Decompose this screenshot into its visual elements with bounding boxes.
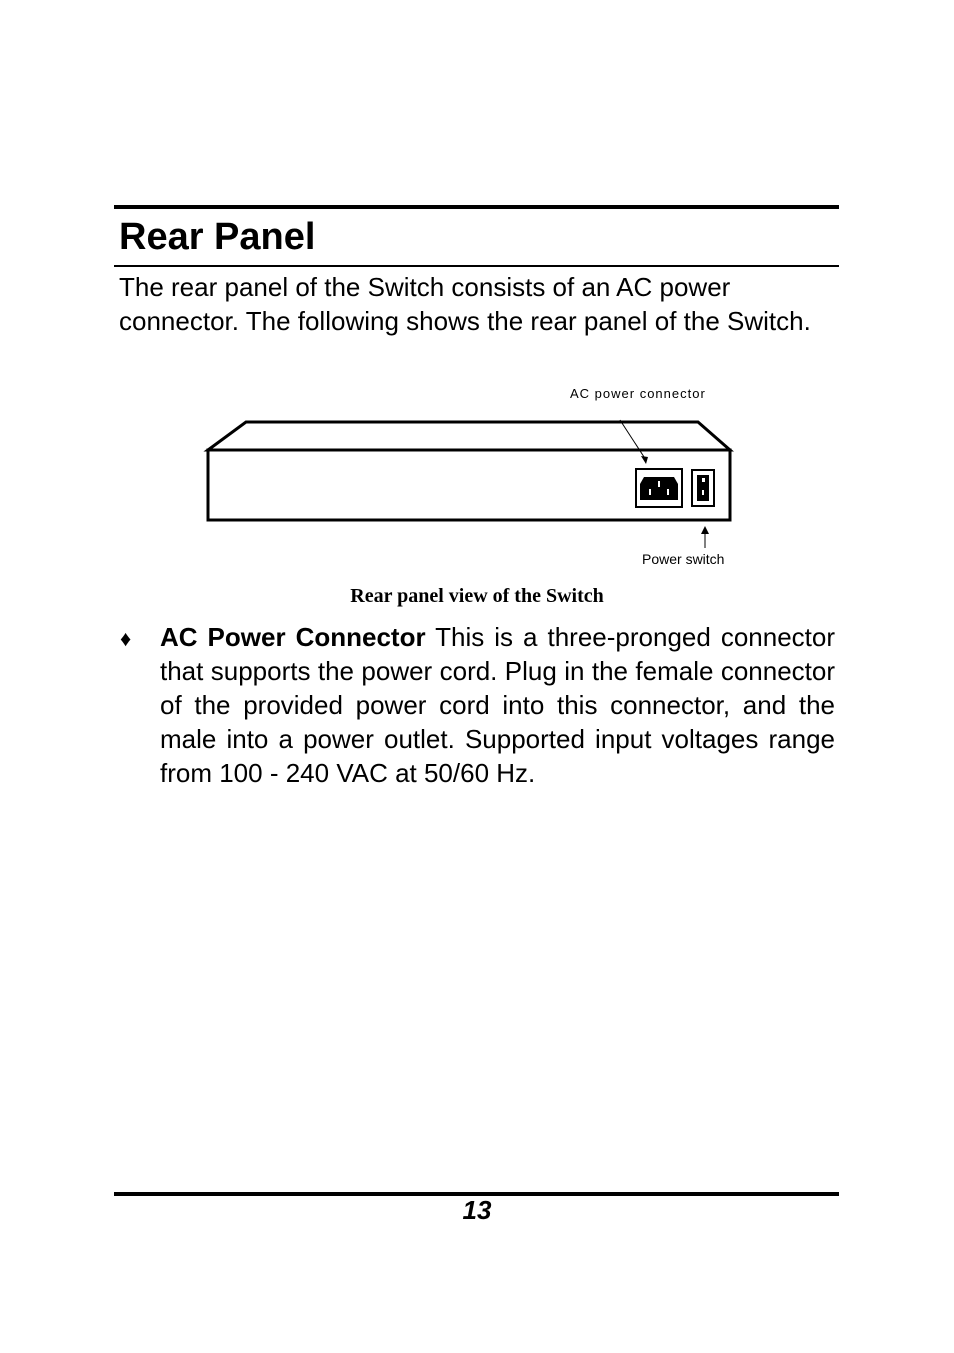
figure-caption: Rear panel view of the Switch (350, 585, 604, 607)
rear-panel-diagram (200, 380, 760, 580)
header-rule (114, 205, 839, 209)
page-number: 13 (462, 1195, 492, 1225)
diamond-bullet-icon: ♦ (120, 626, 132, 651)
bullet-description: This is a three-pronged connector that supports the power cord. Plug in the female connector of the provided power cord into this connector, and the male into a power outlet. Supported input voltages range from 100 - 240 VAC at 50/60 Hz. (160, 622, 836, 788)
power-switch-arrowhead (701, 526, 709, 534)
section-title: Rear Panel (119, 216, 316, 258)
ac-connector-icon (636, 469, 682, 507)
power-switch-label: Power switch (642, 551, 725, 567)
switch-top-bevel (208, 422, 730, 450)
title-underline (114, 265, 839, 267)
bullet-term: AC Power Connector (160, 622, 426, 652)
ac-connector-label: AC power connector (570, 386, 706, 401)
power-switch-icon (692, 470, 714, 506)
bullet-item (160, 620, 835, 790)
intro-paragraph: The rear panel of the Switch consists of an AC power connector. The following shows the rear panel of the Switch. (119, 272, 811, 336)
